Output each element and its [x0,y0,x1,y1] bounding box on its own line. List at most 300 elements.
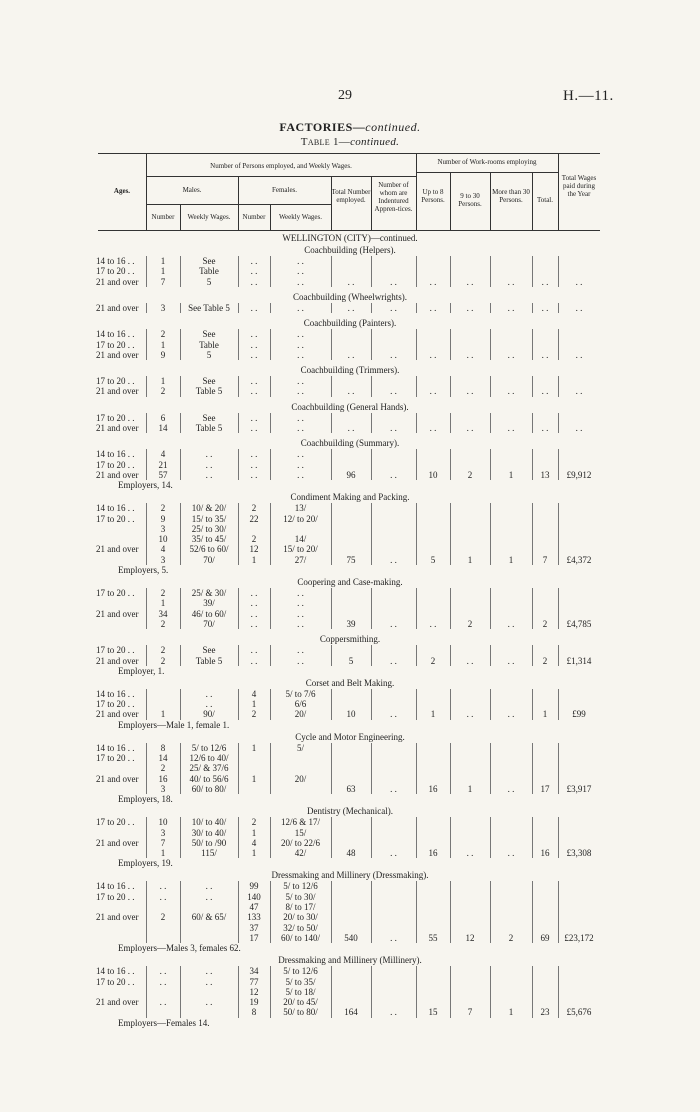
table-cell-fw: 32/ to 50/ [283,922,318,933]
table-cell-mn: . . [159,966,167,977]
table-cell-w8: 2 [430,655,436,666]
table-cell-tw: £23,172 [564,932,594,943]
table-cell-fw: . . [297,598,304,609]
table-cell-fn: . . [250,386,258,397]
table-cell-age: 17 to 20 . . [96,699,135,710]
column-rule [270,645,271,666]
table-cell-fn: . . [250,339,258,350]
table-cell-fw: . . [297,459,304,470]
column-rule [146,881,147,943]
table-cell-w30: . . [466,655,474,666]
column-rule [532,743,533,795]
column-rule [331,817,332,858]
table-cell-mw: . . [205,469,213,480]
table-cell-mn: 16 [158,773,168,784]
section-title: Condiment Making and Packing. [290,492,410,503]
column-rule [238,743,239,795]
column-rule [416,743,417,795]
table-cell-mn: . . [159,976,167,987]
column-rule [416,817,417,858]
section-title: Dressmaking and Millinery (Dressmaking). [271,870,429,881]
table-cell-fn: . . [250,302,258,313]
header-column-rule [371,176,372,230]
table-cell-w30: . . [466,709,474,720]
column-rule [371,881,372,943]
table-cell-mw: . . [205,881,213,892]
column-rule [490,376,491,397]
table-cell-fw: . . [297,302,304,313]
table-cell-te: . . [347,276,355,287]
table-cell-ap: . . [390,709,397,720]
table-cell-mw: Table [199,339,219,350]
table-cell-te: 39 [346,618,356,629]
table-cell-age: 17 to 20 . . [96,645,135,656]
column-rule [180,376,181,397]
header-males: Males. [182,186,202,194]
table-cell-mw: 70/ [203,554,215,565]
column-rule [180,588,181,629]
table-cell-wt: 1 [542,709,548,720]
header-ages: Ages. [113,187,131,195]
table-cell-wt: . . [541,423,549,433]
table-cell-age: 14 to 16 . . [96,329,135,340]
table-cell-w30: . . [466,386,474,397]
column-rule [416,303,417,313]
table-cell-age: 21 and over [96,655,139,666]
persons-group-rule [146,176,416,177]
table-cell-fn: . . [250,329,258,340]
table-cell-fw: . . [297,449,304,460]
column-rule [371,303,372,313]
table-cell-mn: 7 [160,276,166,287]
column-rule [490,588,491,629]
column-rule [558,329,559,360]
employers-note: Employers—Females 14. [118,1017,210,1028]
column-rule [146,966,147,1018]
table-cell-mn: 21 [158,459,168,470]
table-cell-fn: . . [250,349,258,360]
section-title: Coopering and Case-making. [297,577,403,587]
table-cell-ap: . . [390,423,397,433]
table-cell-w8: . . [429,423,437,433]
column-rule [146,743,147,795]
column-rule [558,881,559,943]
table-cell-fw: 5/ to 12/6 [283,881,318,892]
table-cell-fw: . . [297,469,304,480]
table-cell-fn: 1 [251,773,257,784]
table-cell-fw: . . [297,645,304,656]
section-title: Coppersmithing. [319,634,381,645]
table-cell-age: 17 to 20 . . [96,412,135,423]
column-rule [371,588,372,629]
document-title [0,120,700,135]
header-total-wages: Total Wages paid during the Year [561,174,597,198]
table-cell-w8: 1 [430,709,436,720]
column-rule [238,329,239,360]
table-cell-mn: 3 [160,827,166,838]
workrooms-group-rule [416,172,558,173]
column-rule [532,256,533,287]
column-rule [270,413,271,434]
column-rule [532,376,533,397]
column-rule [180,689,181,720]
column-rule [331,413,332,434]
table-cell-mw: See Table 5 [188,302,230,313]
table-cell-wt: . . [541,302,549,313]
table-cell-te: . . [347,386,355,397]
table-cell-w30: . . [466,302,474,313]
table-cell-wt: 2 [542,618,548,629]
column-rule [270,881,271,943]
column-rule [416,329,417,360]
table-cell-fn: 1 [251,699,257,710]
column-rule [490,503,491,565]
table-cell-mn: 1 [160,339,166,350]
column-rule [331,881,332,943]
page-number: 29 [338,88,352,103]
column-rule [532,817,533,858]
header-male-wages: Weekly Wages. [187,213,231,221]
section-title: Corset and Belt Making. [305,677,395,688]
table-cell-mw: . . [205,449,213,460]
column-rule [238,256,239,287]
table-cell-te: 63 [346,783,356,794]
table-cell-age: 21 and over [96,276,139,287]
table-cell-w30: 2 [467,469,473,480]
table-cell-fw: 50/ to 80/ [283,1007,318,1018]
table-cell-tw: £3,917 [566,783,592,794]
table-cell-ap: . . [390,469,397,480]
table-cell-fw: . . [297,655,304,666]
table-cell-fn: . . [250,655,258,666]
column-rule [558,376,559,397]
table-cell-w8: . . [429,618,437,629]
header-column-rule [180,204,181,230]
column-rule [371,413,372,434]
column-rule [238,966,239,1018]
column-rule [558,966,559,1018]
table-cell-mw: Table 5 [195,386,223,397]
header-female-wages: Weekly Wages. [278,213,323,221]
column-rule [270,256,271,287]
column-rule [416,881,417,943]
table-cell-fn: 140 [247,891,261,902]
table-cell-age: 14 to 16 . . [96,742,135,753]
column-rule [490,881,491,943]
table-cell-tw: . . [575,349,583,360]
table-cell-mn: 14 [158,423,168,433]
table-cell-wt: . . [541,276,549,287]
column-rule [238,645,239,666]
column-rule [371,689,372,720]
table-cell-te: 5 [348,655,354,666]
table-cell-fw: . . [297,266,304,277]
table-cell-mn: 10 [158,817,168,828]
table-cell-tw: . . [575,276,583,287]
header-total-employed: Total Number employed. [331,188,371,204]
table-cell-wm: . . [507,848,515,859]
table-cell-fw: . . [297,339,304,350]
table-cell-age: 14 to 16 . . [96,256,135,266]
column-rule [558,303,559,313]
table-cell-mw: Table 5 [195,423,223,433]
table-cell-mw: See [202,645,216,656]
table-cell-fw: . . [297,423,304,433]
employers-note: Employers—Male 1, female 1. [118,719,230,730]
column-rule [490,303,491,313]
table-cell-ap: . . [390,276,397,287]
table-cell-w30: 1 [467,783,473,794]
table-cell-fn: 133 [247,912,261,923]
table-cell-fn: 1 [251,827,257,838]
column-rule [146,329,147,360]
table-cell-fw: . . [297,349,304,360]
table-cell-mw: 115/ [201,848,217,859]
table-cell-wm: . . [507,655,515,666]
column-rule [331,503,332,565]
table-cell-fw: 15/ to 20/ [283,544,318,555]
table-cell-wm: . . [507,783,515,794]
table-cell-mn: 7 [160,837,166,848]
header-female-number: Number [242,213,266,221]
header-bottom-rule [98,230,600,231]
column-rule [490,689,491,720]
table-cell-mn: 2 [160,655,166,666]
table-title-italic: continued. [350,136,400,148]
table-cell-mw: 15/ to 35/ [191,513,227,524]
table-cell-age: 17 to 20 . . [96,376,135,387]
header-apprentices: Number of whom are Indentured Appren-tices. [374,181,413,213]
title-main-italic: continued. [365,120,421,134]
table-cell-ap: . . [390,848,397,859]
column-rule [331,966,332,1018]
table-cell-fn: 2 [251,817,257,828]
header-column-rule [146,153,147,230]
column-rule [532,689,533,720]
table-cell-fn: 12 [249,986,259,997]
table-cell-ap: . . [390,932,397,943]
column-rule [558,449,559,480]
column-rule [416,588,417,629]
table-cell-fn: . . [250,449,258,460]
column-rule [146,413,147,434]
table-cell-mw: 60/ to 80/ [191,783,227,794]
table-cell-wt: 17 [540,783,550,794]
table-cell-fn: . . [250,645,258,656]
table-cell-te: 96 [346,469,356,480]
column-rule [238,449,239,480]
header-column-rule [238,176,239,230]
employers-note: Employers, 19. [118,858,173,869]
table-cell-mw: 40/ to 56/6 [189,773,229,784]
table-cell-mw: 10/ & 20/ [191,503,227,514]
column-rule [450,743,451,795]
table-cell-te: 164 [344,1007,358,1018]
table-cell-mw: . . [205,997,213,1008]
column-rule [490,413,491,434]
page-reference: H.—11. [563,88,614,104]
table-cell-age: 17 to 20 . . [96,459,135,470]
column-rule [146,449,147,480]
table-cell-tw: . . [575,302,583,313]
column-rule [416,449,417,480]
table-cell-mn: 2 [160,645,166,656]
table-cell-mw: 70/ [203,618,215,629]
table-cell-tw: . . [575,386,583,397]
header-column-rule [490,172,491,230]
header-column-rule [532,172,533,230]
table-cell-fw: . . [297,588,304,598]
table-cell-wm: 2 [508,932,514,943]
table-cell-fn: . . [250,256,258,266]
table-cell-fn: 19 [249,997,259,1008]
table-cell-mw: See [202,376,216,387]
table-cell-w30: . . [466,848,474,859]
table-cell-fw: . . [297,276,304,287]
table-cell-age: 14 to 16 . . [96,966,135,977]
column-rule [371,503,372,565]
table-cell-wm: 1 [508,1007,514,1018]
table-cell-wt: 69 [540,932,550,943]
table-cell-w30: 7 [467,1007,473,1018]
column-rule [416,689,417,720]
table-cell-age: 17 to 20 . . [96,266,135,277]
column-rule [180,645,181,666]
section-title: Cycle and Motor Engineering. [295,731,405,742]
table-cell-mw: . . [205,976,213,987]
column-rule [558,413,559,434]
column-rule [331,376,332,397]
table-cell-mn: 2 [160,503,166,514]
header-top-rule [98,153,600,154]
table-cell-mw: 5 [206,349,212,360]
table-cell-w8: . . [429,302,437,313]
section-title: Coachbuilding (Painters). [303,318,397,329]
table-cell-age: 14 to 16 . . [96,688,135,699]
table-cell-tw: £9,912 [566,469,592,480]
table-cell-fn: 4 [251,688,257,699]
table-cell-mn: 14 [158,753,168,763]
column-rule [416,256,417,287]
column-rule [558,689,559,720]
table-cell-tw: £1,314 [566,655,592,666]
table-cell-w30: . . [466,423,474,433]
table-cell-w30: . . [466,349,474,360]
header-column-rule [331,176,332,230]
table-cell-te: . . [347,349,355,360]
table-cell-fw: 5/ to 35/ [285,976,316,987]
table-title-main: Table 1— [300,136,351,148]
column-rule [450,256,451,287]
employers-note: Employer, 1. [118,665,165,676]
table-cell-fn: 1 [251,742,257,753]
table-cell-mn: 9 [160,513,166,524]
table-cell-ap: . . [390,386,397,397]
column-rule [450,503,451,565]
table-cell-mw: . . [205,688,213,699]
section-title: Dentistry (Mechanical). [307,806,393,817]
table-cell-fn: . . [250,459,258,470]
column-rule [180,413,181,434]
table-cell-age: 17 to 20 . . [96,976,135,987]
table-cell-mw: . . [205,699,213,710]
column-rule [238,413,239,434]
table-cell-te: 10 [346,709,356,720]
table-cell-tw: £99 [572,709,586,720]
table-cell-wm: 1 [508,469,514,480]
table-cell-mw: 52/6 to 60/ [189,544,229,555]
table-cell-fn: 17 [249,932,259,943]
table-cell-fn: . . [250,469,258,480]
city-heading: WELLINGTON (CITY)—continued. [282,233,418,243]
table-cell-mw: 46/ to 60/ [191,608,227,619]
header-total: Total. [536,196,554,204]
section-title: Coachbuilding (Summary). [300,438,400,449]
table-cell-mn: 34 [158,608,168,619]
table-cell-wt: 13 [540,469,550,480]
column-rule [450,588,451,629]
section-title: Coachbuilding (Trimmers). [300,365,400,376]
column-rule [331,588,332,629]
column-rule [180,329,181,360]
table-cell-fn: 77 [249,976,259,987]
table-cell-tw: . . [575,423,583,433]
column-rule [416,966,417,1018]
table-cell-fn: . . [250,588,258,598]
column-rule [371,256,372,287]
table-cell-tw: £5,676 [566,1007,592,1018]
table-cell-w8: . . [429,276,437,287]
table-cell-fw: . . [297,329,304,340]
table-cell-fw: . . [297,386,304,397]
table-cell-tw: £3,308 [566,848,592,859]
table-cell-wt: 23 [540,1007,550,1018]
table-cell-mn: 2 [160,588,166,598]
column-rule [180,881,181,943]
column-rule [532,966,533,1018]
column-rule [270,588,271,629]
section-title: Coachbuilding (General Hands). [291,401,409,412]
table-cell-fn: . . [250,276,258,287]
column-rule [180,743,181,795]
table-cell-fw: 14/ [294,534,307,545]
table-cell-fn: 1 [251,554,257,565]
table-cell-ap: . . [390,655,397,666]
column-rule [180,449,181,480]
column-rule [146,503,147,565]
table-cell-mw: Table 5 [195,655,223,666]
table-cell-mw: 60/ & 65/ [191,912,227,923]
table-cell-w8: 16 [428,848,438,859]
table-cell-mw: See [202,256,216,266]
table-cell-fw: 15/ [294,827,307,838]
header-up-to-8: Up to 8 Persons. [421,188,445,204]
table-cell-mw: 5/ to 12/6 [191,742,227,753]
column-rule [238,817,239,858]
table-cell-fn: . . [250,376,258,387]
table-cell-fn: 22 [249,513,259,524]
employers-note: Employers, 5. [118,565,169,575]
column-rule [490,966,491,1018]
table-cell-age: 21 and over [96,773,139,784]
table-cell-fw: 8/ to 17/ [285,902,316,912]
table-cell-mn: 3 [160,523,166,534]
table-cell-fn: 99 [249,881,259,892]
table-cell-mn: 1 [160,598,166,609]
table-cell-fw: 20/ [294,709,307,720]
table-cell-fn: . . [250,618,258,629]
column-rule [238,689,239,720]
